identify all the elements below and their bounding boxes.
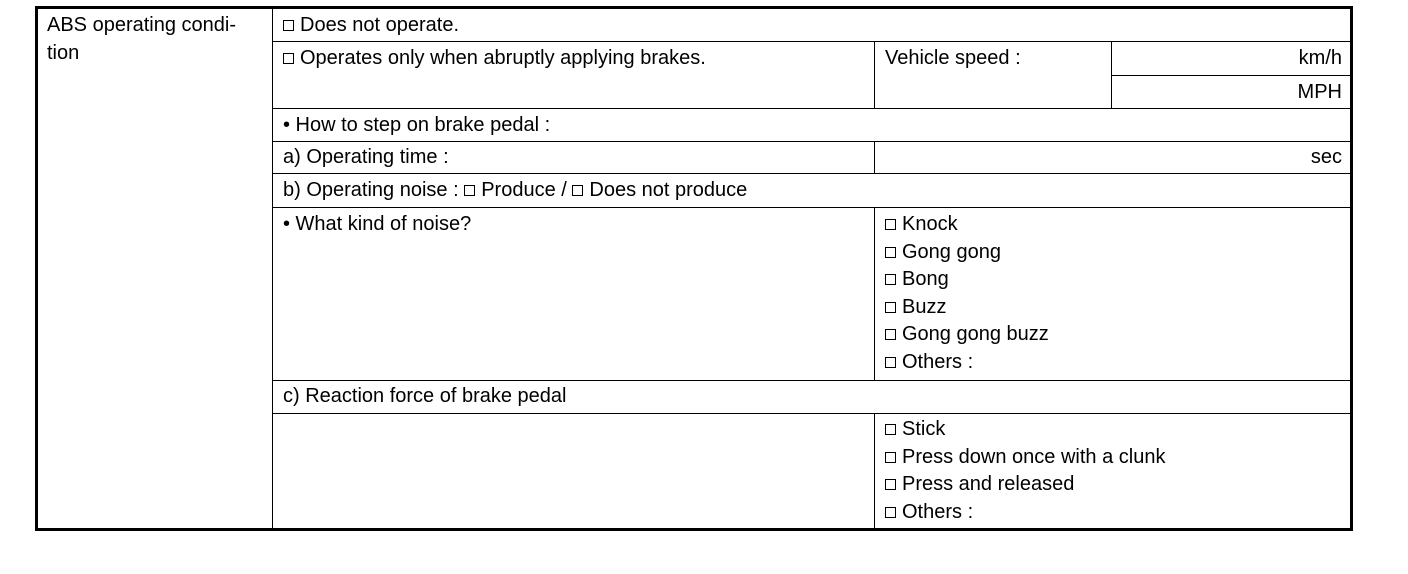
checkbox-icon (885, 329, 896, 340)
option-does-not-operate[interactable]: Does not operate. (283, 12, 459, 40)
option-noise-gong-gong-buzz[interactable]: Gong gong buzz (885, 321, 1049, 349)
option-reaction-press-down-clunk[interactable]: Press down once with a clunk (885, 444, 1165, 472)
row-divider (272, 173, 1350, 174)
vehicle-speed-label: Vehicle speed : (885, 47, 1021, 69)
divider-value-column (874, 41, 875, 108)
row-label: ABS operating condi- tion (47, 14, 237, 64)
unit-mph: MPH (1297, 81, 1342, 103)
checkbox-icon (885, 357, 896, 368)
divider-label-column (272, 9, 273, 528)
row-divider (1111, 75, 1350, 76)
row-divider (272, 380, 1350, 381)
checkbox-icon (283, 20, 294, 31)
checkbox-icon (283, 53, 294, 64)
divider-value-column (874, 207, 875, 380)
option-noise-buzz[interactable]: Buzz (885, 294, 1049, 322)
option-noise-others[interactable]: Others : (885, 349, 1049, 377)
option-noise-knock[interactable]: Knock (885, 211, 1049, 239)
abs-condition-table (35, 6, 1353, 531)
reaction-force-label: c) Reaction force of brake pedal (283, 385, 567, 407)
operating-noise-row: b) Operating noise : Produce / Does not produce (283, 179, 748, 201)
operating-time-label: a) Operating time : (283, 146, 449, 168)
option-reaction-press-released[interactable]: Press and released (885, 471, 1165, 499)
option-reaction-stick[interactable]: Stick (885, 416, 1165, 444)
checkbox-icon (572, 185, 583, 196)
row-divider (272, 141, 1350, 142)
checkbox-icon (885, 302, 896, 313)
row-divider (272, 413, 1350, 414)
unit-sec: sec (1310, 146, 1342, 168)
option-noise-gong-gong[interactable]: Gong gong (885, 239, 1049, 267)
option-operates-abrupt[interactable]: Operates only when abruptly applying brakes. (283, 45, 706, 73)
checkbox-icon (885, 424, 896, 435)
checkbox-icon (885, 479, 896, 490)
noise-options-list (885, 211, 1049, 377)
option-noise-not-produce[interactable]: Does not produce (572, 179, 747, 201)
checkbox-icon (885, 452, 896, 463)
divider-value-column (874, 413, 875, 528)
row-divider (272, 207, 1350, 208)
option-noise-bong[interactable]: Bong (885, 266, 1049, 294)
row-divider (272, 108, 1350, 109)
option-reaction-others[interactable]: Others : (885, 499, 1165, 527)
row-divider (272, 41, 1350, 42)
checkbox-icon (464, 185, 475, 196)
noise-kind-label: • What kind of noise? (283, 213, 472, 235)
unit-kmh: km/h (1298, 47, 1342, 69)
checkbox-icon (885, 507, 896, 518)
checkbox-icon (885, 274, 896, 285)
checkbox-icon (885, 247, 896, 258)
reaction-options-list (885, 416, 1165, 526)
checkbox-icon (885, 219, 896, 230)
option-noise-produce[interactable]: Produce / (464, 179, 567, 201)
how-to-step-label: • How to step on brake pedal : (283, 114, 551, 136)
